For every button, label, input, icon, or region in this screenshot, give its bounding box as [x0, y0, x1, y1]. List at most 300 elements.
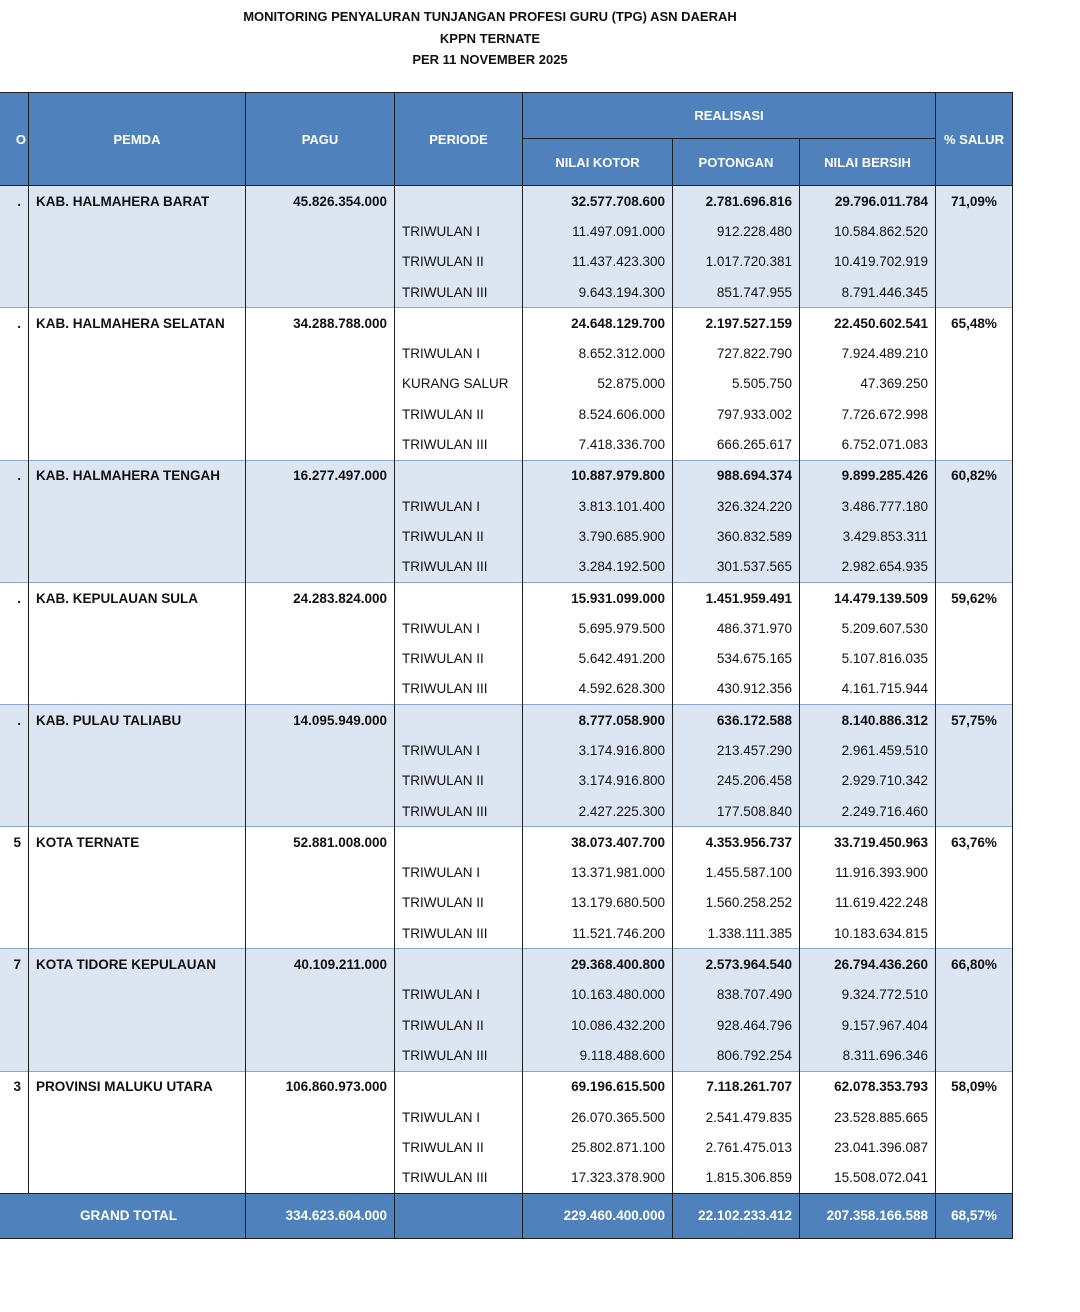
periode-row [0, 216, 1013, 246]
pemda-name [29, 796, 246, 827]
tpg-table [0, 92, 1013, 1239]
periode-value: TRIWULAN II [395, 1132, 523, 1162]
row-number [0, 521, 29, 551]
header-nilai-kotor: NILAI KOTOR [523, 139, 673, 186]
pagu-value [246, 858, 395, 888]
nilai-bersih-value: 4.161.715.944 [800, 674, 936, 705]
potongan-value: 806.792.254 [673, 1040, 800, 1071]
row-number [0, 796, 29, 827]
pagu-value: 14.095.949.000 [246, 705, 395, 736]
row-number [0, 1010, 29, 1040]
row-number: 3 [0, 1071, 29, 1102]
salur-value: 71,09% [936, 186, 1013, 217]
nilai-kotor-value: 25.802.871.100 [523, 1132, 673, 1162]
periode-row [0, 399, 1013, 429]
pemda-summary-row [0, 1071, 1013, 1102]
periode-value: TRIWULAN I [395, 613, 523, 643]
row-number [0, 858, 29, 888]
pemda-name [29, 247, 246, 277]
nilai-kotor-value: 29.368.400.800 [523, 949, 673, 980]
nilai-kotor-value: 5.642.491.200 [523, 643, 673, 673]
periode-value: TRIWULAN I [395, 338, 523, 368]
grand-total-label: GRAND TOTAL [0, 1193, 246, 1238]
pagu-value [246, 643, 395, 673]
salur-value: 58,09% [936, 1071, 1013, 1102]
salur-value [936, 613, 1013, 643]
nilai-bersih-value: 6.752.071.083 [800, 429, 936, 460]
header-pemda: PEMDA [29, 93, 246, 186]
pagu-value [246, 429, 395, 460]
nilai-kotor-value: 52.875.000 [523, 369, 673, 399]
nilai-bersih-value: 8.791.446.345 [800, 277, 936, 308]
pagu-value: 52.881.008.000 [246, 827, 395, 858]
nilai-kotor-value: 3.174.916.800 [523, 735, 673, 765]
pagu-value [246, 980, 395, 1010]
row-number: . [0, 186, 29, 217]
periode-value [395, 949, 523, 980]
pemda-group [0, 1071, 1013, 1193]
salur-value [936, 888, 1013, 918]
pagu-value [246, 1132, 395, 1162]
row-number: . [0, 460, 29, 491]
nilai-bersih-value: 14.479.139.509 [800, 582, 936, 613]
salur-value: 60,82% [936, 460, 1013, 491]
nilai-kotor-value: 8.777.058.900 [523, 705, 673, 736]
salur-value [936, 429, 1013, 460]
salur-value [936, 858, 1013, 888]
potongan-value: 360.832.589 [673, 521, 800, 551]
nilai-kotor-value: 11.437.423.300 [523, 247, 673, 277]
nilai-kotor-value: 5.695.979.500 [523, 613, 673, 643]
salur-value: 59,62% [936, 582, 1013, 613]
nilai-bersih-value: 29.796.011.784 [800, 186, 936, 217]
pemda-name: KAB. HALMAHERA BARAT [29, 186, 246, 217]
potongan-value: 7.118.261.707 [673, 1071, 800, 1102]
grand-total-pagu: 334.623.604.000 [246, 1193, 395, 1238]
periode-value: TRIWULAN III [395, 674, 523, 705]
nilai-kotor-value: 32.577.708.600 [523, 186, 673, 217]
pemda-name [29, 674, 246, 705]
pemda-name: KAB. HALMAHERA TENGAH [29, 460, 246, 491]
nilai-kotor-value: 11.497.091.000 [523, 216, 673, 246]
nilai-bersih-value: 2.961.459.510 [800, 735, 936, 765]
nilai-bersih-value: 62.078.353.793 [800, 1071, 936, 1102]
header-nilai-bersih: NILAI BERSIH [800, 139, 936, 186]
salur-value [936, 521, 1013, 551]
periode-row [0, 369, 1013, 399]
nilai-kotor-value: 69.196.615.500 [523, 1071, 673, 1102]
pemda-name: KOTA TIDORE KEPULAUAN [29, 949, 246, 980]
row-number [0, 766, 29, 796]
salur-value [936, 399, 1013, 429]
periode-value: TRIWULAN III [395, 552, 523, 583]
salur-value [936, 277, 1013, 308]
nilai-bersih-value: 2.982.654.935 [800, 552, 936, 583]
pemda-name [29, 1010, 246, 1040]
periode-value: TRIWULAN II [395, 766, 523, 796]
potongan-value: 5.505.750 [673, 369, 800, 399]
nilai-bersih-value: 11.619.422.248 [800, 888, 936, 918]
periode-row [0, 338, 1013, 368]
salur-value [936, 491, 1013, 521]
nilai-bersih-value: 8.140.886.312 [800, 705, 936, 736]
potongan-value: 2.573.964.540 [673, 949, 800, 980]
periode-row [0, 1132, 1013, 1162]
pemda-group [0, 949, 1013, 1071]
pemda-name [29, 1132, 246, 1162]
pemda-group [0, 582, 1013, 704]
nilai-bersih-value: 23.528.885.665 [800, 1102, 936, 1132]
pemda-name [29, 277, 246, 308]
periode-value: TRIWULAN III [395, 796, 523, 827]
nilai-bersih-value: 33.719.450.963 [800, 827, 936, 858]
title-line-1: MONITORING PENYALURAN TUNJANGAN PROFESI GURU (TPG) ASN DAERAH [243, 9, 737, 24]
nilai-kotor-value: 17.323.378.900 [523, 1163, 673, 1194]
nilai-bersih-value: 7.726.672.998 [800, 399, 936, 429]
row-number [0, 888, 29, 918]
pemda-name [29, 216, 246, 246]
periode-value: TRIWULAN II [395, 888, 523, 918]
periode-value: TRIWULAN III [395, 918, 523, 949]
periode-value: TRIWULAN I [395, 491, 523, 521]
pemda-group [0, 186, 1013, 308]
pagu-value [246, 369, 395, 399]
periode-value [395, 460, 523, 491]
row-number [0, 613, 29, 643]
row-number [0, 643, 29, 673]
potongan-value: 245.206.458 [673, 766, 800, 796]
pagu-value: 106.860.973.000 [246, 1071, 395, 1102]
pemda-name [29, 643, 246, 673]
potongan-value: 928.464.796 [673, 1010, 800, 1040]
periode-value: TRIWULAN I [395, 858, 523, 888]
pemda-summary-row [0, 186, 1013, 217]
nilai-kotor-value: 8.652.312.000 [523, 338, 673, 368]
potongan-value: 988.694.374 [673, 460, 800, 491]
periode-row [0, 888, 1013, 918]
potongan-value: 797.933.002 [673, 399, 800, 429]
periode-value: KURANG SALUR [395, 369, 523, 399]
potongan-value: 4.353.956.737 [673, 827, 800, 858]
pemda-name [29, 1102, 246, 1132]
pemda-name: KAB. HALMAHERA SELATAN [29, 308, 246, 339]
potongan-value: 1.560.258.252 [673, 888, 800, 918]
nilai-kotor-value: 26.070.365.500 [523, 1102, 673, 1132]
pagu-value [246, 735, 395, 765]
pemda-name [29, 399, 246, 429]
periode-value: TRIWULAN III [395, 429, 523, 460]
nilai-bersih-value: 15.508.072.041 [800, 1163, 936, 1194]
pagu-value [246, 613, 395, 643]
nilai-kotor-value: 3.284.192.500 [523, 552, 673, 583]
row-number: . [0, 308, 29, 339]
potongan-value: 326.324.220 [673, 491, 800, 521]
row-number [0, 277, 29, 308]
row-number [0, 735, 29, 765]
pemda-name: KAB. PULAU TALIABU [29, 705, 246, 736]
periode-value: TRIWULAN I [395, 735, 523, 765]
periode-row [0, 429, 1013, 460]
row-number: . [0, 705, 29, 736]
periode-row [0, 674, 1013, 705]
pemda-summary-row [0, 582, 1013, 613]
grand-total-bersih: 207.358.166.588 [800, 1193, 936, 1238]
pemda-name [29, 429, 246, 460]
potongan-value: 1.455.587.100 [673, 858, 800, 888]
nilai-bersih-value: 10.183.634.815 [800, 918, 936, 949]
header-periode: PERIODE [395, 93, 523, 186]
salur-value: 57,75% [936, 705, 1013, 736]
nilai-bersih-value: 3.429.853.311 [800, 521, 936, 551]
nilai-kotor-value: 3.790.685.900 [523, 521, 673, 551]
report-title [0, 6, 980, 71]
nilai-kotor-value: 9.118.488.600 [523, 1040, 673, 1071]
periode-value: TRIWULAN II [395, 521, 523, 551]
nilai-kotor-value: 10.887.979.800 [523, 460, 673, 491]
potongan-value: 2.197.527.159 [673, 308, 800, 339]
periode-row [0, 491, 1013, 521]
potongan-value: 534.675.165 [673, 643, 800, 673]
pagu-value [246, 1010, 395, 1040]
row-number [0, 1040, 29, 1071]
periode-row [0, 552, 1013, 583]
pagu-value [246, 338, 395, 368]
potongan-value: 727.822.790 [673, 338, 800, 368]
nilai-bersih-value: 7.924.489.210 [800, 338, 936, 368]
nilai-kotor-value: 24.648.129.700 [523, 308, 673, 339]
salur-value [936, 1163, 1013, 1194]
header-no: O [0, 93, 29, 186]
pemda-name [29, 918, 246, 949]
pemda-name [29, 552, 246, 583]
periode-value: TRIWULAN II [395, 643, 523, 673]
nilai-bersih-value: 10.419.702.919 [800, 247, 936, 277]
row-number [0, 1132, 29, 1162]
salur-value [936, 247, 1013, 277]
periode-row [0, 247, 1013, 277]
grand-total-salur: 68,57% [936, 1193, 1013, 1238]
pemda-name [29, 888, 246, 918]
nilai-bersih-value: 5.107.816.035 [800, 643, 936, 673]
header-realisasi: REALISASI [523, 93, 936, 139]
salur-value: 63,76% [936, 827, 1013, 858]
periode-value: TRIWULAN II [395, 247, 523, 277]
potongan-value: 213.457.290 [673, 735, 800, 765]
nilai-bersih-value: 9.157.967.404 [800, 1010, 936, 1040]
periode-value: TRIWULAN II [395, 399, 523, 429]
pagu-value [246, 247, 395, 277]
nilai-bersih-value: 2.929.710.342 [800, 766, 936, 796]
periode-value: TRIWULAN I [395, 216, 523, 246]
nilai-kotor-value: 13.179.680.500 [523, 888, 673, 918]
nilai-bersih-value: 23.041.396.087 [800, 1132, 936, 1162]
pemda-name [29, 521, 246, 551]
pemda-name: KAB. KEPULAUAN SULA [29, 582, 246, 613]
salur-value [936, 796, 1013, 827]
nilai-kotor-value: 9.643.194.300 [523, 277, 673, 308]
pagu-value [246, 399, 395, 429]
periode-value [395, 186, 523, 217]
pagu-value [246, 552, 395, 583]
salur-value [936, 552, 1013, 583]
salur-value: 66,80% [936, 949, 1013, 980]
grand-total-kotor: 229.460.400.000 [523, 1193, 673, 1238]
row-number [0, 216, 29, 246]
row-number [0, 369, 29, 399]
potongan-value: 666.265.617 [673, 429, 800, 460]
potongan-value: 912.228.480 [673, 216, 800, 246]
pemda-name [29, 858, 246, 888]
periode-row [0, 1040, 1013, 1071]
potongan-value: 838.707.490 [673, 980, 800, 1010]
salur-value [936, 369, 1013, 399]
pemda-name [29, 369, 246, 399]
nilai-kotor-value: 4.592.628.300 [523, 674, 673, 705]
header-pagu: PAGU [246, 93, 395, 186]
periode-row [0, 858, 1013, 888]
nilai-bersih-value: 22.450.602.541 [800, 308, 936, 339]
row-number [0, 338, 29, 368]
header-potongan: POTONGAN [673, 139, 800, 186]
nilai-kotor-value: 10.086.432.200 [523, 1010, 673, 1040]
nilai-kotor-value: 13.371.981.000 [523, 858, 673, 888]
title-line-2: KPPN TERNATE [439, 30, 541, 46]
potongan-value: 2.761.475.013 [673, 1132, 800, 1162]
periode-row [0, 613, 1013, 643]
row-number [0, 399, 29, 429]
pagu-value: 40.109.211.000 [246, 949, 395, 980]
periode-row [0, 277, 1013, 308]
potongan-value: 2.541.479.835 [673, 1102, 800, 1132]
row-number [0, 247, 29, 277]
periode-value [395, 308, 523, 339]
salur-value [936, 216, 1013, 246]
salur-value [936, 338, 1013, 368]
potongan-value: 486.371.970 [673, 613, 800, 643]
pagu-value [246, 1163, 395, 1194]
nilai-bersih-value: 10.584.862.520 [800, 216, 936, 246]
row-number: 5 [0, 827, 29, 858]
pemda-name: PROVINSI MALUKU UTARA [29, 1071, 246, 1102]
pemda-summary-row [0, 460, 1013, 491]
pagu-value [246, 918, 395, 949]
grand-total-potongan: 22.102.233.412 [673, 1193, 800, 1238]
row-number [0, 552, 29, 583]
pagu-value [246, 674, 395, 705]
periode-value: TRIWULAN III [395, 277, 523, 308]
salur-value [936, 1010, 1013, 1040]
row-number [0, 429, 29, 460]
header-salur: % SALUR [936, 93, 1013, 186]
pagu-value [246, 888, 395, 918]
nilai-bersih-value: 47.369.250 [800, 369, 936, 399]
salur-value [936, 674, 1013, 705]
pemda-name [29, 491, 246, 521]
pemda-name [29, 338, 246, 368]
row-number [0, 1163, 29, 1194]
pemda-group [0, 308, 1013, 460]
periode-row [0, 1102, 1013, 1132]
periode-value: TRIWULAN I [395, 1102, 523, 1132]
pagu-value [246, 277, 395, 308]
pemda-name [29, 613, 246, 643]
periode-row [0, 1163, 1013, 1194]
pemda-group [0, 705, 1013, 827]
nilai-bersih-value: 5.209.607.530 [800, 613, 936, 643]
grand-total-periode [395, 1193, 523, 1238]
pagu-value [246, 491, 395, 521]
nilai-kotor-value: 2.427.225.300 [523, 796, 673, 827]
salur-value [936, 1102, 1013, 1132]
row-number [0, 918, 29, 949]
periode-row [0, 521, 1013, 551]
nilai-bersih-value: 9.899.285.426 [800, 460, 936, 491]
salur-value [936, 980, 1013, 1010]
nilai-bersih-value: 9.324.772.510 [800, 980, 936, 1010]
pagu-value: 45.826.354.000 [246, 186, 395, 217]
periode-row [0, 1010, 1013, 1040]
salur-value [936, 766, 1013, 796]
nilai-kotor-value: 7.418.336.700 [523, 429, 673, 460]
potongan-value: 1.338.111.385 [673, 918, 800, 949]
row-number [0, 674, 29, 705]
periode-row [0, 918, 1013, 949]
periode-value: TRIWULAN III [395, 1040, 523, 1071]
nilai-bersih-value: 11.916.393.900 [800, 858, 936, 888]
grand-total-row [0, 1193, 1013, 1238]
pagu-value: 34.288.788.000 [246, 308, 395, 339]
salur-value: 65,48% [936, 308, 1013, 339]
potongan-value: 636.172.588 [673, 705, 800, 736]
potongan-value: 1.017.720.381 [673, 247, 800, 277]
pemda-group [0, 827, 1013, 949]
nilai-kotor-value: 3.174.916.800 [523, 766, 673, 796]
nilai-kotor-value: 11.521.746.200 [523, 918, 673, 949]
nilai-bersih-value: 26.794.436.260 [800, 949, 936, 980]
salur-value [936, 918, 1013, 949]
row-number: 7 [0, 949, 29, 980]
pagu-value [246, 1102, 395, 1132]
salur-value [936, 1132, 1013, 1162]
pagu-value [246, 1040, 395, 1071]
pagu-value [246, 521, 395, 551]
nilai-kotor-value: 15.931.099.000 [523, 582, 673, 613]
periode-value [395, 827, 523, 858]
periode-value: TRIWULAN III [395, 1163, 523, 1194]
potongan-value: 1.815.306.859 [673, 1163, 800, 1194]
pagu-value [246, 766, 395, 796]
pagu-value: 24.283.824.000 [246, 582, 395, 613]
nilai-bersih-value: 3.486.777.180 [800, 491, 936, 521]
periode-row [0, 796, 1013, 827]
potongan-value: 1.451.959.491 [673, 582, 800, 613]
periode-row [0, 735, 1013, 765]
pemda-name [29, 1040, 246, 1071]
periode-value [395, 1071, 523, 1102]
potongan-value: 177.508.840 [673, 796, 800, 827]
pemda-summary-row [0, 705, 1013, 736]
potongan-value: 851.747.955 [673, 277, 800, 308]
nilai-kotor-value: 3.813.101.400 [523, 491, 673, 521]
pagu-value [246, 796, 395, 827]
periode-value: TRIWULAN I [395, 980, 523, 1010]
pemda-name [29, 980, 246, 1010]
title-line-3: PER 11 NOVEMBER 2025 [412, 52, 568, 67]
pemda-summary-row [0, 827, 1013, 858]
row-number [0, 980, 29, 1010]
periode-value [395, 705, 523, 736]
salur-value [936, 1040, 1013, 1071]
